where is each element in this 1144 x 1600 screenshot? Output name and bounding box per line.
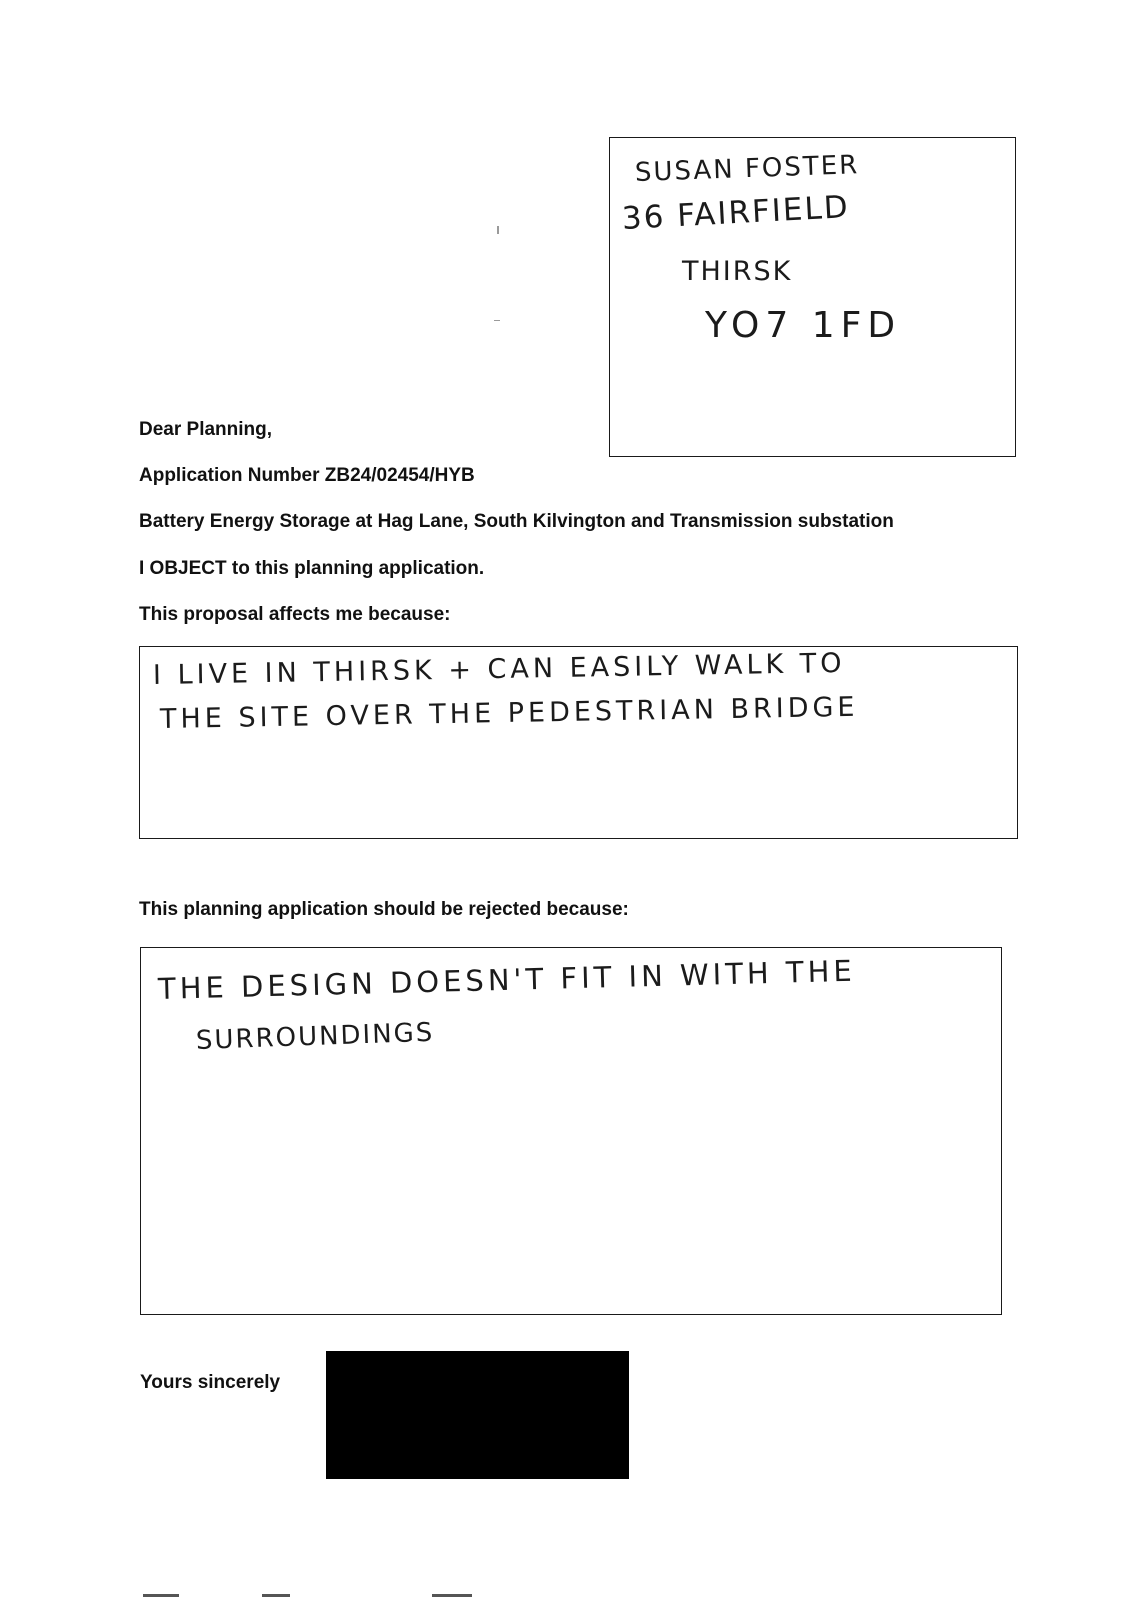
salutation: Dear Planning, [139,419,273,440]
affects-prompt: This proposal affects me because: [139,604,451,625]
affects-line-2: THE SITE OVER THE PEDESTRIAN BRIDGE [159,691,859,735]
rejected-prompt: This planning application should be rejected because: [139,899,629,920]
cut-off-text-fragment [432,1594,472,1597]
address-line-street: 36 FAIRFIELD [621,189,851,237]
cut-off-text-fragment [143,1594,179,1597]
closing: Yours sincerely [140,1372,281,1393]
address-line-town: THIRSK [682,256,793,287]
objection-statement: I OBJECT to this planning application. [139,558,485,579]
address-line-postcode: YO7 1FD [705,305,902,346]
application-number: Application Number ZB24/02454/HYB [139,465,475,486]
redacted-signature [326,1351,629,1479]
scan-speck [494,320,500,321]
rejected-line-1: THE DESIGN DOESN'T FIT IN WITH THE [157,953,857,1006]
scan-speck [497,226,499,234]
rejected-line-2: SURROUNDINGS [195,1017,435,1056]
application-subject: Battery Energy Storage at Hag Lane, South Kilvington and Transmission substation [139,511,894,532]
affects-line-1: I LIVE IN THIRSK + CAN EASILY WALK TO [152,647,846,691]
cut-off-text-fragment [262,1594,290,1597]
address-line-name: SUSAN FOSTER [634,150,860,188]
